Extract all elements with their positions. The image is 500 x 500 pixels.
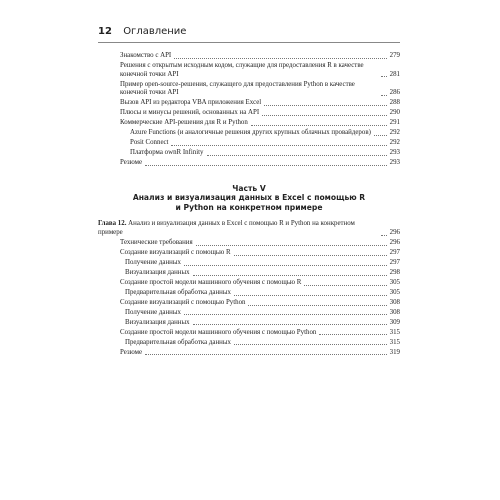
chapter-page: 296 [389, 229, 400, 237]
toc-entry-title: Создание визуализаций с помощью Python [120, 298, 246, 306]
toc-entry-title: Получение данных [125, 308, 181, 316]
toc-entry-title: Платформа ownR Infinity [130, 149, 204, 157]
toc-entry-page: 297 [389, 258, 400, 266]
toc-entry [98, 279, 400, 288]
chapter-label: Глава 12. [98, 220, 127, 228]
toc-entry [98, 149, 400, 158]
leader-dots [304, 285, 386, 286]
toc-entry [98, 81, 400, 98]
leader-dots [174, 58, 386, 59]
toc-entry-title: Получение данных [125, 258, 181, 266]
toc-entry [98, 259, 400, 268]
toc-entry-page: 308 [389, 298, 400, 306]
toc-entry-title: Posit Connect [130, 139, 169, 147]
toc-entry-page: 291 [389, 119, 400, 127]
toc-entry [98, 99, 400, 108]
leader-dots [264, 105, 386, 106]
leader-dots [251, 125, 387, 126]
leader-dots [193, 324, 387, 325]
toc-entry-title: Создание визуализаций с помощью R [120, 248, 231, 256]
toc-entry-title: Плюсы и минусы решений, основанных на API [120, 109, 260, 117]
toc-entry-title: Решения с открытым исходным кодом, служащие для предоставления R в качестве конечной точки API [120, 61, 364, 78]
leader-dots [171, 145, 386, 146]
part-heading [98, 184, 400, 213]
toc-entry [98, 289, 400, 298]
toc-entry-title: Пример open-source-решения, служащего для предоставления Python в качестве конечной точки API [120, 80, 355, 97]
toc-entry [98, 269, 400, 278]
toc-entry [98, 119, 400, 128]
toc-entry-page: 305 [389, 288, 400, 296]
toc-entry-page: 292 [389, 129, 400, 137]
toc-entry-page: 297 [389, 248, 400, 256]
toc-entry [98, 339, 400, 348]
toc-entry [98, 319, 400, 328]
toc-entry [98, 299, 400, 308]
part-number: Часть V [232, 183, 266, 193]
toc-entry-page: 315 [389, 328, 400, 336]
toc-entry-title: Резюме [120, 348, 143, 356]
toc-entry-title: Создание простой модели машинного обучения с помощью Python [120, 328, 317, 336]
header-rule [98, 42, 400, 43]
toc-section-b [98, 239, 400, 357]
leader-dots [145, 165, 387, 166]
toc-entry-page: 309 [389, 318, 400, 326]
leader-dots [319, 334, 386, 335]
leader-dots [145, 354, 387, 355]
toc-entry-title: Знакомство с API [120, 52, 172, 59]
toc-entry-title: Создание простой модели машинного обучения с помощью R [120, 278, 302, 286]
toc-entry-page: 281 [389, 70, 400, 78]
toc-entry-page: 298 [389, 268, 400, 276]
toc-entry [98, 239, 400, 248]
leader-dots [234, 344, 387, 345]
toc-entry-title: Предварительная обработка данных [125, 288, 231, 296]
toc-entry-page: 288 [389, 99, 400, 107]
toc-entry-page: 305 [389, 278, 400, 286]
running-title: Оглавление [123, 26, 187, 37]
toc-entry [98, 139, 400, 148]
leader-dots [234, 255, 387, 256]
toc-entry-page: 296 [389, 239, 400, 246]
toc-entry [98, 249, 400, 258]
toc-entry-page: 290 [389, 109, 400, 117]
leader-dots [184, 314, 387, 315]
toc-entry [98, 129, 400, 138]
toc-entry [98, 329, 400, 338]
leader-dots [248, 305, 386, 306]
page-header [98, 26, 186, 37]
leader-dots [184, 265, 387, 266]
leader-dots [196, 245, 387, 246]
toc-entry-title: Резюме [120, 159, 143, 167]
toc-entry [98, 109, 400, 118]
toc-entry-page: 315 [389, 338, 400, 346]
toc-entry [98, 349, 400, 358]
toc-entry-page: 286 [389, 89, 400, 97]
toc-entry [98, 309, 400, 318]
table-of-contents [98, 52, 400, 359]
toc-entry-page: 319 [389, 348, 400, 356]
leader-dots [374, 135, 387, 136]
toc-entry-title: Azure Functions (и аналогичные решения других крупных облачных провайдеров) [130, 129, 371, 137]
leader-dots [381, 95, 387, 96]
toc-entry-title: Визуализация данных [125, 318, 190, 326]
toc-entry-title: Предварительная обработка данных [125, 338, 231, 346]
toc-entry-page: 293 [389, 149, 400, 157]
leader-dots [193, 275, 387, 276]
leader-dots [207, 155, 387, 156]
toc-entry-title: Технические требования [120, 239, 193, 246]
toc-entry [98, 62, 400, 79]
toc-entry-page: 292 [389, 139, 400, 147]
toc-entry-title: Вызов API из редактора VBA приложения Excel [120, 99, 262, 107]
toc-section-a [98, 52, 400, 168]
part-title-line-1: Анализ и визуализация данных в Excel с помощью R [132, 193, 366, 203]
toc-entry-page: 293 [389, 159, 400, 167]
leader-dots [381, 76, 387, 77]
page-number: 12 [98, 26, 112, 37]
toc-entry [98, 52, 400, 61]
toc-entry-page: 279 [389, 52, 400, 59]
toc-entry-page: 308 [389, 308, 400, 316]
part-title-line-2: и Python на конкретном примере [175, 202, 323, 212]
leader-dots [262, 115, 387, 116]
chapter-title: Анализ и визуализация данных в Excel с помощью R и Python на конкретном примере [98, 220, 355, 237]
toc-entry [98, 159, 400, 168]
toc-entry-title: Коммерческие API-решения для R и Python [120, 119, 248, 127]
leader-dots [234, 295, 387, 296]
chapter-entry [98, 220, 400, 237]
leader-dots [381, 235, 387, 236]
toc-entry-title: Визуализация данных [125, 268, 190, 276]
